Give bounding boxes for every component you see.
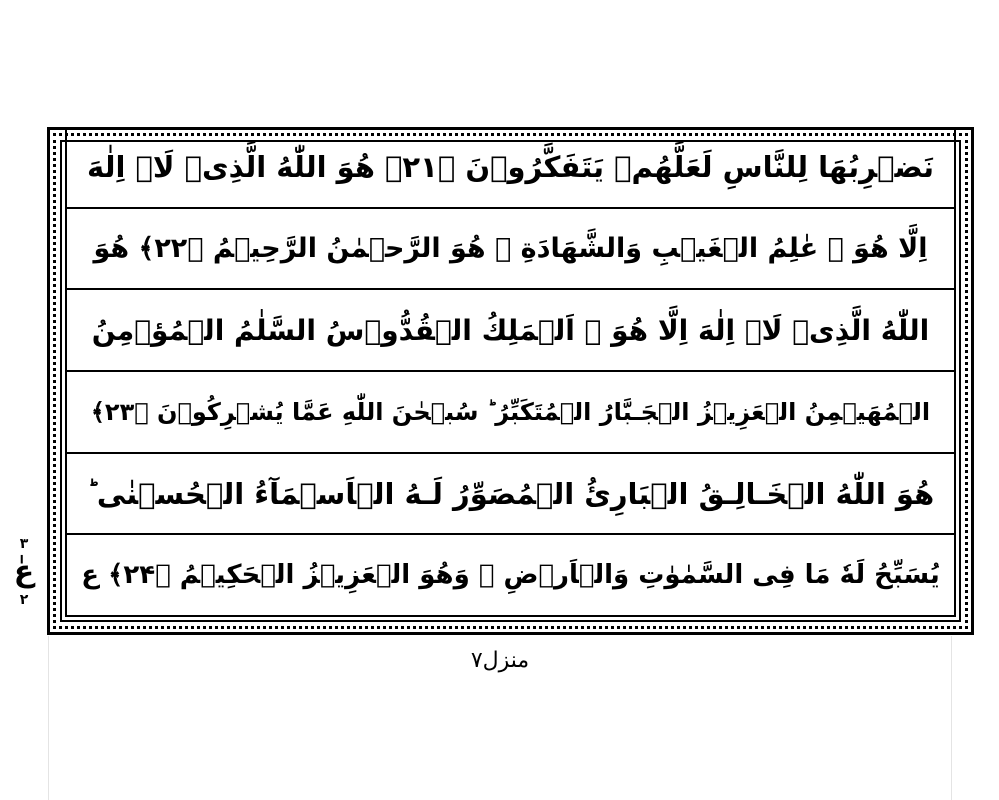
verse-line-4: الۡمُهَيۡمِنُ الۡعَزِيۡزُ الۡجَـبَّارُ الۡمُتَكَبِّرُ‌ ؕ سُبۡحٰنَ اللّٰهِ عَمَّا يُشۡرِكُوۡنَ ﴿۲۳﴾: [67, 372, 954, 454]
page-guide-left: [48, 636, 49, 800]
ruku-marker-top-number: ۳: [19, 536, 29, 552]
verse-line-1: نَضۡرِبُهَا لِلنَّاسِ لَعَلَّهُمۡ يَتَفَكَّرُوۡنَ ﴿۲۱﴾ هُوَ اللّٰهُ الَّذِىۡ لَاۤ اِلٰهَ: [67, 127, 954, 209]
verse-block: [65, 127, 956, 617]
quran-page-frame: [47, 127, 974, 635]
ruku-marker: [4, 536, 44, 616]
verse-line-2: اِلَّا هُوَ‌ ۚ عٰلِمُ الۡغَيۡبِ وَالشَّهَادَةِ‌ ۚ هُوَ الرَّحۡمٰنُ الرَّحِيۡمُ ﴿۲۲﴾ هُوَ: [67, 209, 954, 291]
manzil-label: منزل۷: [470, 648, 530, 673]
ruku-marker-bottom-number: ۲: [19, 592, 29, 608]
verse-line-5: هُوَ اللّٰهُ الۡخَـالِـقُ الۡبَارِئُ الۡمُصَوِّرُ‌ لَـهُ الۡاَسۡمَآءُ الۡحُسۡنٰى‌ ؕ: [67, 454, 954, 536]
verse-line-3: اللّٰهُ الَّذِىۡ لَاۤ اِلٰهَ اِلَّا هُوَ‌ ۚ اَلۡمَلِكُ الۡقُدُّوۡسُ السَّلٰمُ الۡمُؤۡمِنُ: [67, 290, 954, 372]
verse-line-6: يُسَبِّحُ لَهٗ مَا فِى السَّمٰوٰتِ وَالۡاَرۡضِ‌ ۚ وَهُوَ الۡعَزِيۡزُ الۡحَكِيۡمُ ﴿۲۴﴾ ع: [81, 560, 940, 591]
page-guide-right: [951, 636, 952, 800]
ruku-marker-glyph: عٰ: [13, 554, 35, 589]
